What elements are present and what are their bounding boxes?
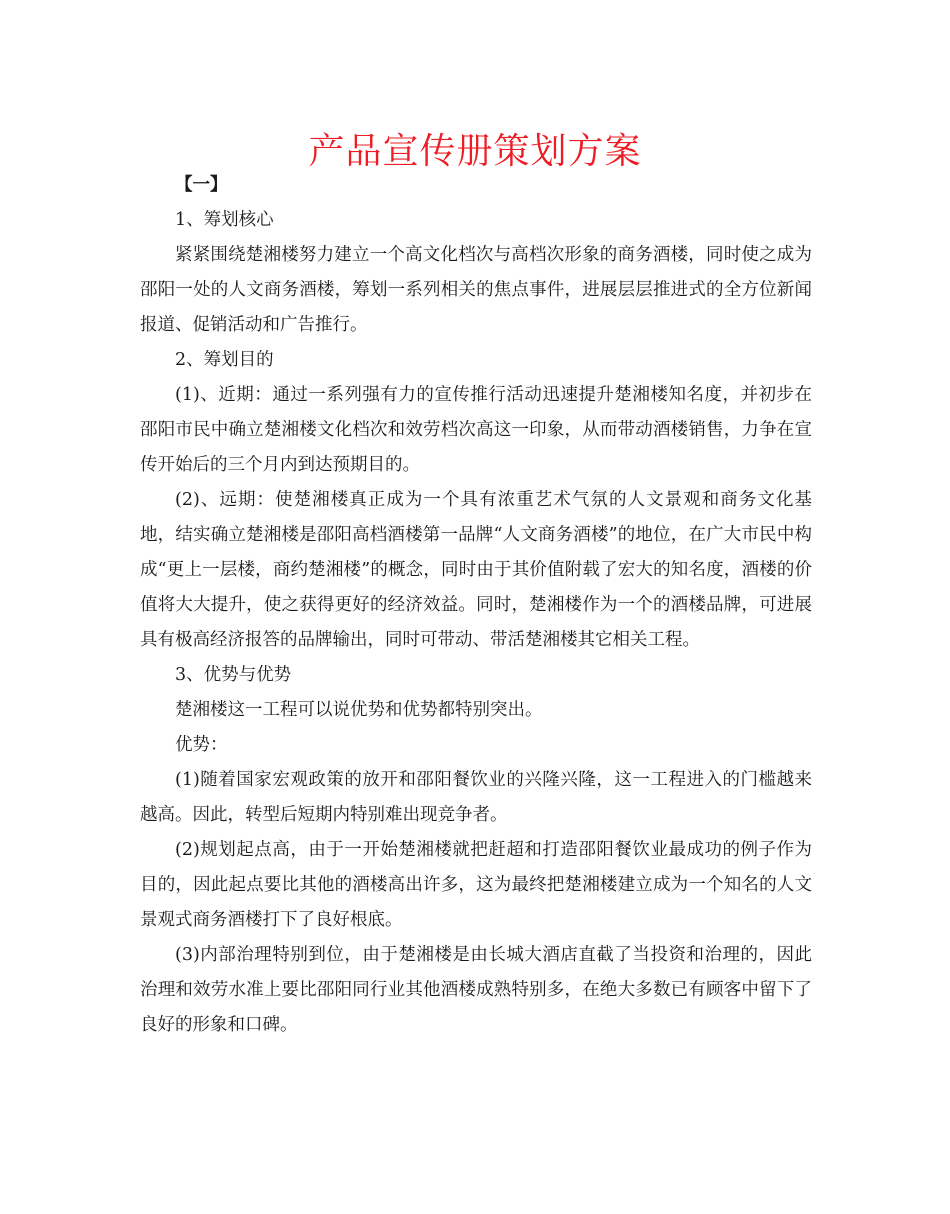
paragraph: 优势：	[175, 735, 228, 755]
paragraph: 楚湘楼这一工程可以说优势和优势都特别突出。	[175, 700, 543, 720]
paragraph: (1)、近期：通过一系列强有力的宣传推行活动迅速提升楚湘楼知名度，并初步在邵阳市民中确立楚湘楼文化档次和效劳档次高这一印象，从而带动酒楼销售，力争在宣传开始后的三个月内到达预期目的。	[140, 385, 812, 475]
document-body	[140, 168, 812, 1043]
paragraph: 紧紧围绕楚湘楼努力建立一个高文化档次与高档次形象的商务酒楼，同时使之成为邵阳一处的人文商务酒楼，筹划一系列相关的焦点事件，进展层层推进式的全方位新闻报道、促销活动和广告推行。	[140, 245, 812, 335]
paragraph: (1)随着国家宏观政策的放开和邵阳餐饮业的兴隆兴隆，这一工程进入的门槛越来越高。因此，转型后短期内特别难出现竞争者。	[140, 770, 812, 825]
section-marker: 【一】	[175, 175, 228, 195]
paragraph: (3)内部治理特别到位，由于楚湘楼是由长城大酒店直截了当投资和治理的，因此治理和效劳水准上要比邵阳同行业其他酒楼成熟特别多，在绝大多数已有顾客中留下了良好的形象和口碑。	[140, 945, 812, 1035]
heading-3: 3、优势与优势	[175, 665, 292, 685]
paragraph: (2)、远期：使楚湘楼真正成为一个具有浓重艺术气氛的人文景观和商务文化基地，结实确立楚湘楼是邵阳高档酒楼第一品牌“人文商务酒楼”的地位，在广大市民中构成“更上一层楼，商约楚湘楼”的概念，同时由于其价值附载了宏大的知名度，酒楼的价值将大大提升，使之获得更好的经济效益。同时，楚湘楼作为一个的酒楼品牌，可进展具有极高经济报答的品牌输出，同时可带动、带活楚湘楼其它相关工程。	[140, 490, 812, 650]
document-title: 产品宣传册策划方案	[308, 131, 642, 172]
heading-1: 1、筹划核心	[175, 210, 274, 230]
paragraph: (2)规划起点高，由于一开始楚湘楼就把赶超和打造邵阳餐饮业最成功的例子作为目的，因此起点要比其他的酒楼高出许多，这为最终把楚湘楼建立成为一个知名的人文景观式商务酒楼打下了良好根底。	[140, 840, 812, 930]
heading-2: 2、筹划目的	[175, 350, 274, 370]
